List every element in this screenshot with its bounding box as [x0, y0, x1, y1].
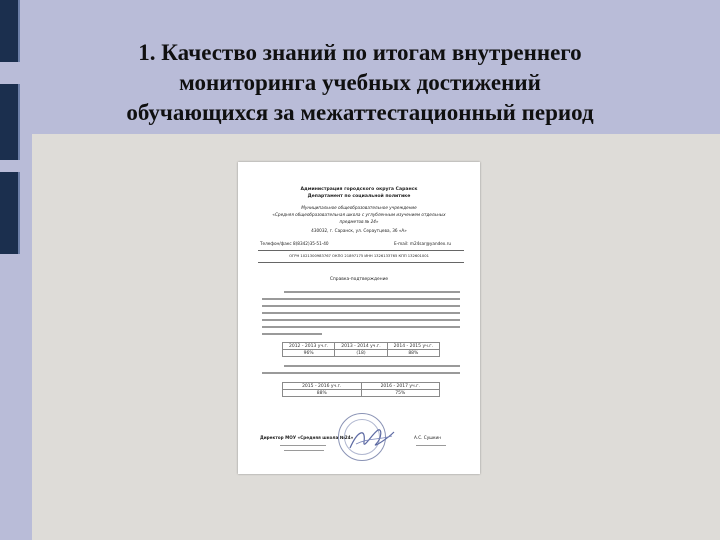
- left-accent-bar: [0, 0, 20, 62]
- table-header-cell: 2014 - 2015 уч.г.: [387, 343, 439, 350]
- doc-org-3: предметов № 24»: [339, 219, 379, 224]
- doc-text-line: [416, 445, 446, 446]
- doc-divider: [258, 262, 464, 263]
- doc-org-2: «Средняя общеобразовательная школа с углубленным изучением отдельных: [272, 212, 446, 217]
- doc-email: E-mail: m24sar@yandex.ru: [394, 241, 451, 246]
- title-line-1: 1. Качество знаний по итогам внутреннего: [138, 40, 582, 65]
- doc-sign-left: Директор МОУ «Средняя школа №24»: [260, 435, 354, 440]
- title-line-2: мониторинга учебных достижений: [179, 70, 541, 95]
- slide-title: [20, 38, 700, 128]
- doc-divider: [258, 250, 464, 251]
- title-line-3: обучающихся за межаттестационный период: [126, 100, 594, 125]
- doc-text-line: [262, 305, 460, 307]
- doc-header-2: Департамент по социальной политике: [307, 194, 411, 199]
- signature-icon: [348, 424, 396, 454]
- table-header-cell: 2015 - 2016 уч.г.: [283, 383, 362, 390]
- doc-org-1: Муниципальное общеобразовательное учреждение: [301, 205, 417, 210]
- table-header-cell: 2016 - 2017 уч.г.: [361, 383, 440, 390]
- doc-text-line: [262, 326, 460, 328]
- doc-cert-title: Справка-подтверждение: [329, 277, 389, 282]
- doc-text-line: [284, 450, 324, 451]
- table-cell: (18): [335, 350, 387, 357]
- doc-header-1: Администрация городского округа Саранск: [300, 187, 418, 192]
- quality-table-1: [282, 342, 440, 357]
- doc-text-line: [262, 298, 460, 300]
- doc-ids: ОГРН 1021300983767 ОКПО 21897175 ИНН 1326133765 КПП 132601001: [289, 254, 429, 258]
- table-cell: 96%: [283, 350, 335, 357]
- doc-text-line: [262, 319, 460, 321]
- table-cell: 88%: [387, 350, 439, 357]
- doc-text-line: [262, 333, 322, 335]
- doc-text-line: [284, 291, 460, 293]
- doc-phone: Телефон/факс 8(8342)35-51-40: [260, 241, 329, 246]
- certificate-document: [238, 162, 480, 474]
- doc-text-line: [280, 445, 326, 446]
- left-accent-bar: [0, 172, 20, 254]
- table-header-cell: 2012 - 2013 уч.г.: [283, 343, 335, 350]
- left-accent-bar: [0, 84, 20, 160]
- table-cell: 88%: [283, 390, 362, 397]
- quality-table-2: [282, 382, 440, 397]
- doc-text-line: [284, 365, 460, 367]
- doc-address: 430032, г. Саранск, ул. Сераутцева, 36 «А»: [311, 228, 407, 233]
- doc-text-line: [262, 312, 460, 314]
- doc-text-line: [262, 372, 460, 374]
- table-header-cell: 2013 - 2014 уч.г.: [335, 343, 387, 350]
- doc-sign-right: А.С. Сушкин: [414, 435, 442, 440]
- table-cell: 75%: [361, 390, 440, 397]
